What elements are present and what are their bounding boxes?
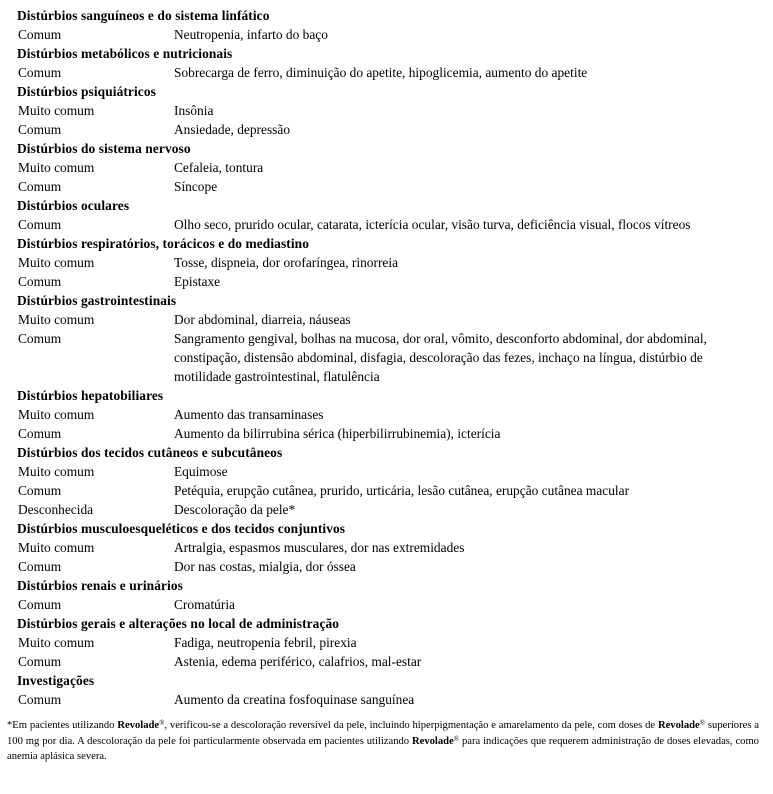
reaction-description: Fadiga, neutropenia febril, pirexia <box>174 635 357 650</box>
reaction-row <box>17 690 765 709</box>
frequency-label: Comum <box>18 27 62 42</box>
section-heading: Distúrbios musculoesqueléticos e dos tecidos conjuntivos <box>17 521 346 536</box>
section-heading: Investigações <box>17 673 95 688</box>
frequency-label: Muito comum <box>18 635 95 650</box>
section-heading: Distúrbios do sistema nervoso <box>17 141 191 156</box>
reaction-description: Dor abdominal, diarreia, náuseas <box>174 312 351 327</box>
section-heading: Distúrbios hepatobiliares <box>17 388 164 403</box>
reaction-row <box>17 500 765 519</box>
reaction-description: Aumento das transaminases <box>174 407 324 422</box>
reaction-description: Insônia <box>174 103 214 118</box>
sections-list <box>17 6 765 709</box>
reaction-description: Cromatúria <box>174 597 235 612</box>
section-heading: Distúrbios sanguíneos e do sistema linfático <box>17 8 270 23</box>
frequency-label: Comum <box>18 179 62 194</box>
reaction-description: Petéquia, erupção cutânea, prurido, urticária, lesão cutânea, erupção cutânea macular <box>174 483 630 498</box>
reaction-row <box>17 633 765 652</box>
footnote-text-3: superiores a 100 mg por dia. A descoloração da pele foi particularmente observada em pacientes utilizando <box>7 720 759 747</box>
frequency-label: Comum <box>18 483 62 498</box>
section-heading: Distúrbios psiquiátricos <box>17 84 156 99</box>
frequency-label: Comum <box>18 692 62 707</box>
footnote-text-4: para indicações que requerem administração de doses elevadas, como anemia aplásica severa. <box>7 735 759 762</box>
section-heading: Distúrbios oculares <box>17 198 130 213</box>
reaction-row <box>17 215 765 234</box>
brand-name: Revolade <box>117 720 160 731</box>
reaction-row <box>17 120 765 139</box>
frequency-label: Comum <box>18 122 62 137</box>
section-heading: Distúrbios gastrointestinais <box>17 293 177 308</box>
reaction-description: Ansiedade, depressão <box>174 122 291 137</box>
reaction-row <box>17 595 765 614</box>
reaction-row <box>17 329 765 386</box>
frequency-label: Comum <box>18 65 62 80</box>
frequency-label: Comum <box>18 217 62 232</box>
reaction-row <box>17 310 765 329</box>
reaction-row <box>17 101 765 120</box>
section-heading: Distúrbios dos tecidos cutâneos e subcutâneos <box>17 445 283 460</box>
frequency-label: Muito comum <box>18 255 95 270</box>
frequency-label: Muito comum <box>18 160 95 175</box>
reaction-row <box>17 177 765 196</box>
section-heading: Distúrbios renais e urinários <box>17 578 183 593</box>
footnote-text-2: , verificou-se a descoloração reversível da pele, incluindo hiperpigmentação e amarelamento da pele, com doses de <box>164 720 658 731</box>
section-heading: Distúrbios respiratórios, torácicos e do mediastino <box>17 236 309 251</box>
registered-mark: ® <box>159 719 165 727</box>
reaction-description: Sobrecarga de ferro, diminuição do apetite, hipoglicemia, aumento do apetite <box>174 65 588 80</box>
frequency-label: Muito comum <box>18 407 95 422</box>
registered-mark: ® <box>699 719 706 727</box>
reaction-description: Artralgia, espasmos musculares, dor nas extremidades <box>174 540 465 555</box>
reaction-row <box>17 63 765 82</box>
footnote-text-1: *Em pacientes utilizando <box>7 720 118 731</box>
reaction-description: Aumento da bilirrubina sérica (hiperbilirrubinemia), icterícia <box>174 426 501 441</box>
section-heading: Distúrbios metabólicos e nutricionais <box>17 46 233 61</box>
frequency-label: Comum <box>18 274 62 289</box>
footnote <box>7 718 765 765</box>
reaction-row <box>17 25 765 44</box>
frequency-label: Desconhecida <box>18 502 94 517</box>
frequency-label: Comum <box>18 331 62 346</box>
frequency-label: Muito comum <box>18 464 95 479</box>
frequency-label: Muito comum <box>18 312 95 327</box>
reaction-description: Descoloração da pele* <box>174 502 296 517</box>
reaction-row <box>17 158 765 177</box>
reaction-row <box>17 652 765 671</box>
reaction-row <box>17 253 765 272</box>
reaction-description: Cefaleia, tontura <box>174 160 264 175</box>
reaction-row <box>17 481 765 500</box>
frequency-label: Comum <box>18 654 62 669</box>
brand-name: Revolade <box>657 720 700 731</box>
reaction-description: Olho seco, prurido ocular, catarata, icterícia ocular, visão turva, deficiência visual, flocos vítreos <box>174 217 691 232</box>
reaction-row <box>17 424 765 443</box>
reaction-description: Astenia, edema periférico, calafrios, mal-estar <box>174 654 422 669</box>
reaction-description: Tosse, dispneia, dor orofaríngea, rinorreia <box>174 255 399 270</box>
registered-mark: ® <box>453 734 460 743</box>
frequency-label: Comum <box>18 597 62 612</box>
brand-name: Revolade <box>411 735 454 747</box>
reaction-description: Aumento da creatina fosfoquinase sanguínea <box>174 692 415 707</box>
reaction-description: Neutropenia, infarto do baço <box>174 27 328 42</box>
frequency-label: Muito comum <box>18 103 95 118</box>
reaction-description: Equimose <box>174 464 228 479</box>
reaction-row <box>17 462 765 481</box>
reaction-row <box>17 557 765 576</box>
reaction-description: Epistaxe <box>174 274 221 289</box>
reaction-row <box>17 272 765 291</box>
reaction-row <box>17 405 765 424</box>
frequency-label: Comum <box>18 426 62 441</box>
reaction-description: Dor nas costas, mialgia, dor óssea <box>174 559 356 574</box>
frequency-label: Comum <box>18 559 62 574</box>
reaction-row <box>17 538 765 557</box>
reaction-description: Sangramento gengival, bolhas na mucosa, dor oral, vômito, desconforto abdominal, dor abdominal, constipação, distensão abdominal, disfagia, descoloração das fezes, inchaço na língua, distúrbio de motilidade gastrointestinal, flatulência <box>174 331 707 384</box>
section-heading: Distúrbios gerais e alterações no local de administração <box>17 616 340 631</box>
frequency-label: Muito comum <box>18 540 95 555</box>
reaction-description: Síncope <box>174 179 218 194</box>
